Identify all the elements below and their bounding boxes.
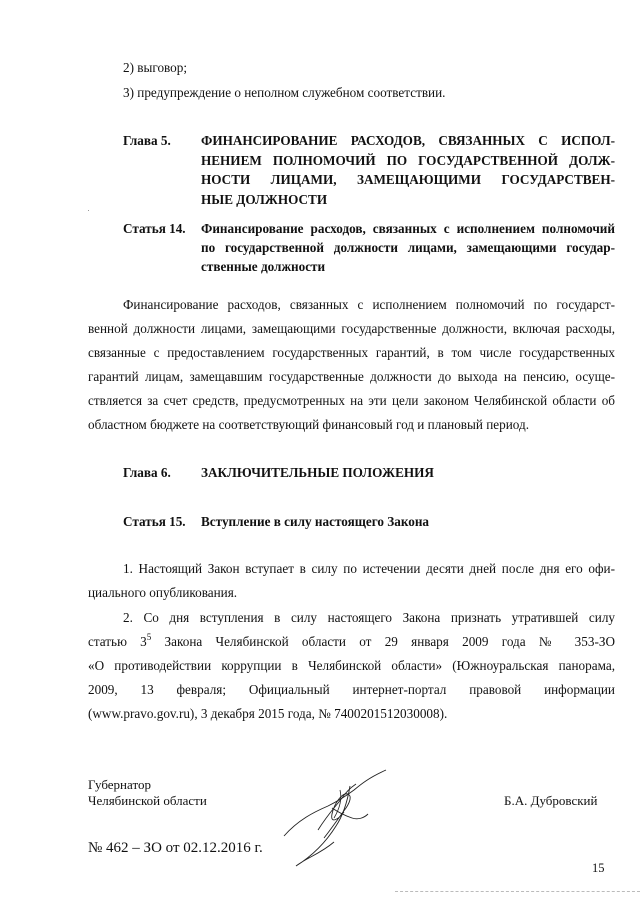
article-15-p2-line: [88, 634, 615, 650]
signatory-region: Челябинской области: [88, 793, 207, 808]
article-15-p2-line: «О противодействии коррупции в Челябинской области» (Южноуральская панорама,: [88, 658, 615, 673]
chapter-5-title-line: ФИНАНСИРОВАНИЕ РАСХОДОВ, СВЯЗАННЫХ С ИСПОЛ-: [201, 133, 615, 148]
article-14-title-line: Финансирование расходов, связанных с исполнением полномочий: [201, 221, 615, 236]
article-14-body-line: ствляется за счет средств, предусмотренных на эти цели законом Челябинской области об: [88, 393, 615, 408]
article-14-body-line: гарантий лицам, замещавшим государственные должности до выхода на пенсию, осуще-: [88, 369, 615, 384]
article-15-p2-sup: 5: [146, 632, 152, 642]
list-item-warning: 3) предупреждение о неполном служебном соответствии.: [123, 85, 446, 100]
footer-divider: [395, 891, 640, 892]
chapter-5-title: [201, 131, 615, 209]
article-14-label: Статья 14.: [123, 221, 186, 236]
scan-speck: [88, 210, 89, 211]
chapter-5-label: Глава 5.: [123, 133, 171, 148]
article-15-p2-post: Закона Челябинской области от 29 января 2009 года № 353-ЗО: [151, 634, 615, 649]
list-item-reprimand: 2) выговор;: [123, 60, 188, 75]
law-number: № 462 – ЗО от 02.12.2016 г.: [88, 840, 263, 856]
article-15-p1-line: 1. Настоящий Закон вступает в силу по истечении десяти дней после дня его офи-: [123, 561, 615, 576]
signatory-name: Б.А. Дубровский: [504, 793, 598, 808]
article-15-p2-line: 2. Со дня вступления в силу настоящего Закона признать утратившей силу: [123, 610, 615, 625]
chapter-6-title: ЗАКЛЮЧИТЕЛЬНЫЕ ПОЛОЖЕНИЯ: [201, 465, 434, 480]
article-14-title-line: ственные должности: [201, 259, 326, 274]
page-number: 15: [592, 861, 605, 875]
article-15-p2-pre: статью 3: [88, 634, 147, 649]
chapter-6-label: Глава 6.: [123, 465, 171, 480]
article-14-title-line: по государственной должности лицами, замещающими государ-: [201, 240, 615, 255]
article-15-p1-line: циального опубликования.: [88, 585, 238, 600]
signatory-position: Губернатор: [88, 777, 151, 792]
article-15-title: Вступление в силу настоящего Закона: [201, 514, 430, 529]
article-15-p2-line: (www.pravo.gov.ru), 3 декабря 2015 года, № 7400201512030008).: [88, 706, 448, 721]
chapter-5-title-line: НЕНИЕМ ПОЛНОМОЧИЙ ПО ГОСУДАРСТВЕННОЙ ДОЛЖ-: [201, 152, 615, 168]
article-15-label: Статья 15.: [123, 514, 186, 529]
article-14-body-line: венной должности лицами, замещающими государственные должности, включая расходы,: [88, 321, 615, 336]
article-14-body-line: Финансирование расходов, связанных с исполнением полномочий по государст-: [123, 297, 615, 312]
chapter-5-title-line: НЫЕ ДОЛЖНОСТИ: [201, 191, 328, 207]
article-14-title: [201, 219, 615, 276]
article-15-p2-line: 2009, 13 февраля; Официальный интернет-портал правовой информации: [88, 682, 615, 697]
handwritten-signature: [276, 768, 396, 868]
chapter-5-title-line: НОСТИ ЛИЦАМИ, ЗАМЕЩАЮЩИМИ ГОСУДАРСТВЕН-: [201, 172, 615, 187]
article-14-body-line: областном бюджете на соответствующий финансовый год и плановый период.: [88, 417, 530, 432]
article-14-body-line: связанные с предоставлением государственных гарантий, в том числе государственных: [88, 345, 615, 360]
